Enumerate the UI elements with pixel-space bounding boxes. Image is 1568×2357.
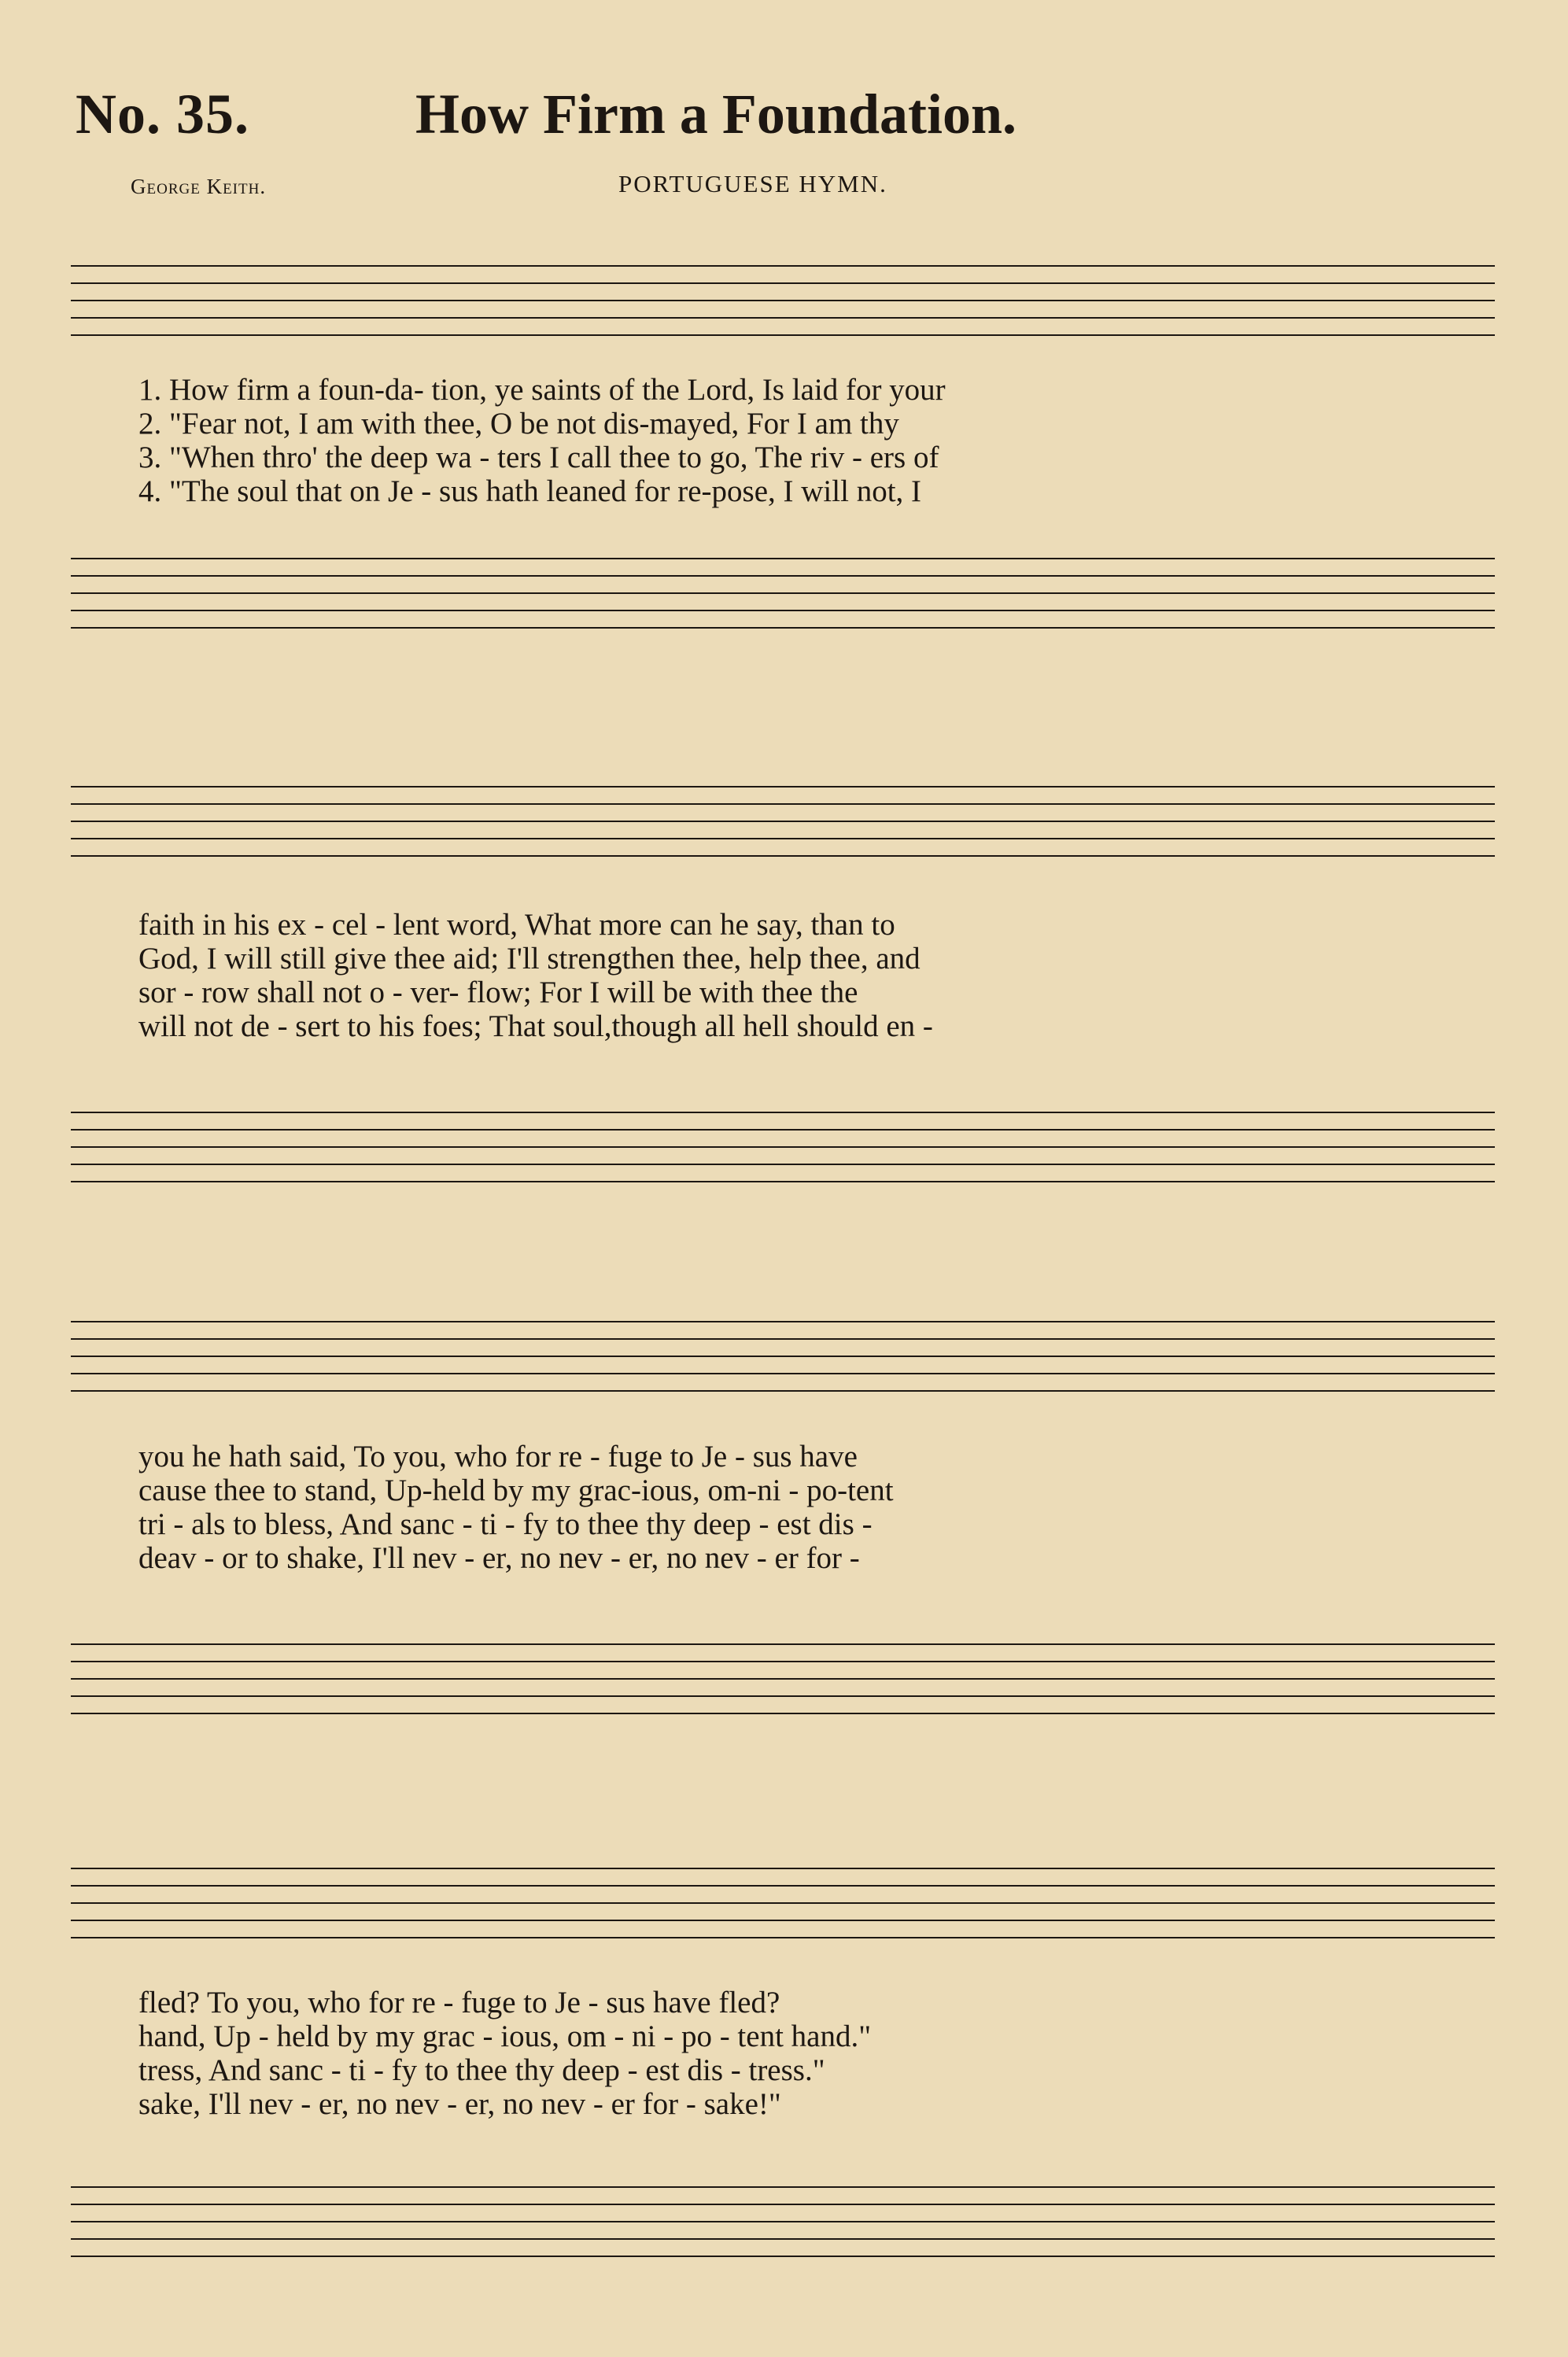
- lyric-line: you he hath said, To you, who for re - fuge to Je - sus have: [138, 1440, 858, 1474]
- lyric-line: 1. How firm a foun-da- tion, ye saints of the Lord, Is laid for your: [138, 373, 946, 407]
- lyric-line: God, I will still give thee aid; I'll strengthen thee, help thee, and: [138, 942, 921, 976]
- words-credit: George Keith.: [131, 175, 267, 198]
- lyric-line: will not de - sert to his foes; That soul,though all hell should en -: [138, 1009, 933, 1043]
- lyric-line: faith in his ex - cel - lent word, What more can he say, than to: [138, 908, 895, 942]
- lyric-line: 4. "The soul that on Je - sus hath leaned for re-pose, I will not, I: [138, 474, 922, 508]
- system-2-bass-staff: [63, 1097, 1511, 1215]
- system-2-treble-staff: [63, 771, 1511, 889]
- lyric-line: sake, I'll nev - er, no nev - er, no nev - er for - sake!": [138, 2087, 781, 2121]
- lyric-line: 2. "Fear not, I am with thee, O be not dis-mayed, For I am thy: [138, 407, 899, 441]
- system-2-lyrics: [138, 908, 1476, 1043]
- system-1-treble-staff: [63, 250, 1511, 368]
- lyric-line: sor - row shall not o - ver- flow; For I will be with thee the: [138, 976, 858, 1009]
- lyric-line: tress, And sanc - ti - fy to thee thy deep - est dis - tress.": [138, 2053, 825, 2087]
- system-3-lyrics: [138, 1440, 1476, 1575]
- hymn-title: How Firm a Foundation.: [415, 83, 1017, 146]
- system-4-lyrics: [138, 1986, 1476, 2121]
- tune-credit: PORTUGUESE HYMN.: [618, 170, 887, 197]
- system-4-bass-staff: [63, 2171, 1511, 2289]
- lyric-line: hand, Up - held by my grac - ious, om - ni - po - tent hand.": [138, 2019, 872, 2053]
- system-3-treble-staff: [63, 1306, 1511, 1424]
- system-3-bass-staff: [63, 1629, 1511, 1747]
- system-4-treble-staff: [63, 1853, 1511, 1971]
- lyric-line: 3. "When thro' the deep wa - ters I call thee to go, The riv - ers of: [138, 441, 939, 474]
- lyric-line: fled? To you, who for re - fuge to Je - sus have fled?: [138, 1986, 780, 2019]
- hymn-number: No. 35.: [76, 83, 249, 146]
- lyric-line: cause thee to stand, Up-held by my grac-ious, om-ni - po-tent: [138, 1474, 894, 1507]
- system-1-bass-staff: [63, 543, 1511, 661]
- lyric-line: tri - als to bless, And sanc - ti - fy to thee thy deep - est dis -: [138, 1507, 873, 1541]
- lyric-line: deav - or to shake, I'll nev - er, no nev - er, no nev - er for -: [138, 1541, 860, 1575]
- system-1-lyrics: [138, 373, 1476, 508]
